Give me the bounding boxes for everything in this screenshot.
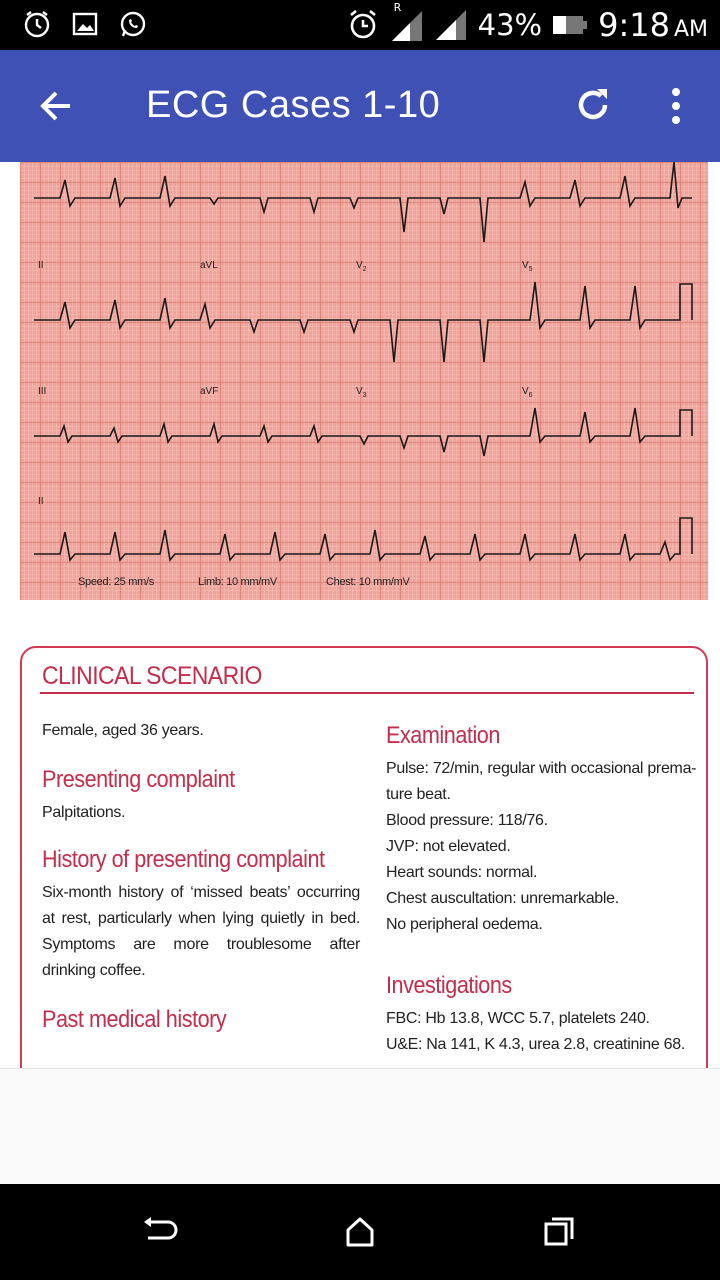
examination-line: Heart sounds: normal. [386, 864, 538, 881]
left-column [42, 718, 360, 1040]
patient-info: Female, aged 36 years. [42, 722, 204, 739]
roaming-signal-icon [390, 9, 424, 43]
examination-line: No peripheral oedema. [386, 916, 543, 933]
lead-label-rhythm: II [38, 496, 44, 507]
ecg-trace-row-3 [34, 408, 692, 456]
lead-label-v3: $V_3$ [356, 386, 367, 399]
lead-label-v2: $V_2$ [356, 260, 367, 273]
more-vert-icon[interactable] [660, 84, 692, 128]
roaming-indicator: R [393, 1, 402, 14]
examination-line: Blood pressure: 118/76. [386, 812, 548, 829]
ecg-speed: Speed: 25 mm/s [78, 576, 154, 588]
investigations-line: U&E: Na 141, K 4.3, urea 2.8, creatinine 68. [386, 1036, 685, 1053]
card-divider [40, 692, 694, 694]
gallery-icon [70, 9, 100, 39]
ecg-trace-row-2 [34, 282, 692, 362]
past-history-heading: Past medical history [42, 1006, 227, 1033]
examination-heading: Examination [386, 722, 500, 749]
battery-icon [552, 13, 588, 37]
examination-line: ture beat. [386, 786, 451, 803]
web-content[interactable] [0, 162, 720, 1068]
lead-label-v5: $V_5$ [522, 260, 533, 273]
nav-recents-icon[interactable] [543, 1216, 575, 1248]
clinical-scenario-card [20, 646, 708, 1068]
ecg-trace-rhythm [34, 518, 692, 560]
lead-label-avf: aVF [200, 386, 219, 397]
battery-percent: 43% [477, 8, 543, 42]
nav-home-icon[interactable] [344, 1216, 376, 1248]
refresh-icon[interactable] [572, 84, 614, 126]
signal-icon [434, 8, 468, 42]
system-navigation-bar [0, 1184, 720, 1280]
card-title: CLINICAL SCENARIO [42, 662, 262, 690]
lead-label-avl: aVL [200, 260, 218, 271]
ecg-chest-gain: Chest: 10 mm/mV [326, 576, 410, 588]
whatsapp-icon [118, 9, 148, 39]
ecg-trace-row-1 [34, 162, 692, 242]
arrow-back-icon[interactable] [34, 84, 78, 128]
ecg-strip [20, 162, 708, 600]
history-text: Six-month history of ‘missed beats’ occurring at rest, particularly when lying quietly in bed. Symptoms are more troublesome after drinking coffee. [42, 884, 360, 979]
alarm-clock-icon [346, 8, 380, 42]
alarm-icon [22, 9, 52, 39]
presenting-text: Palpitations. [42, 804, 126, 821]
lead-label-ii: II [38, 260, 44, 271]
status-bar [0, 0, 720, 50]
right-column [386, 722, 704, 1058]
page-title: ECG Cases 1-10 [146, 84, 441, 126]
examination-line: JVP: not elevated. [386, 838, 511, 855]
app-bar [0, 50, 720, 162]
investigations-heading: Investigations [386, 972, 512, 999]
examination-line: Chest auscultation: unremarkable. [386, 890, 619, 907]
clock: 9:18 AM [598, 6, 708, 44]
investigations-line: FBC: Hb 13.8, WCC 5.7, platelets 240. [386, 1010, 650, 1027]
ecg-traces [20, 162, 708, 600]
nav-back-icon[interactable] [142, 1216, 178, 1248]
ecg-limb-gain: Limb: 10 mm/mV [198, 576, 277, 588]
history-heading: History of presenting complaint [42, 846, 325, 873]
presenting-heading: Presenting complaint [42, 766, 235, 793]
lead-label-v6: $V_6$ [522, 386, 533, 399]
bottom-panel [0, 1068, 720, 1184]
lead-label-iii: III [38, 386, 47, 397]
examination-line: Pulse: 72/min, regular with occasional prema- [386, 760, 697, 777]
